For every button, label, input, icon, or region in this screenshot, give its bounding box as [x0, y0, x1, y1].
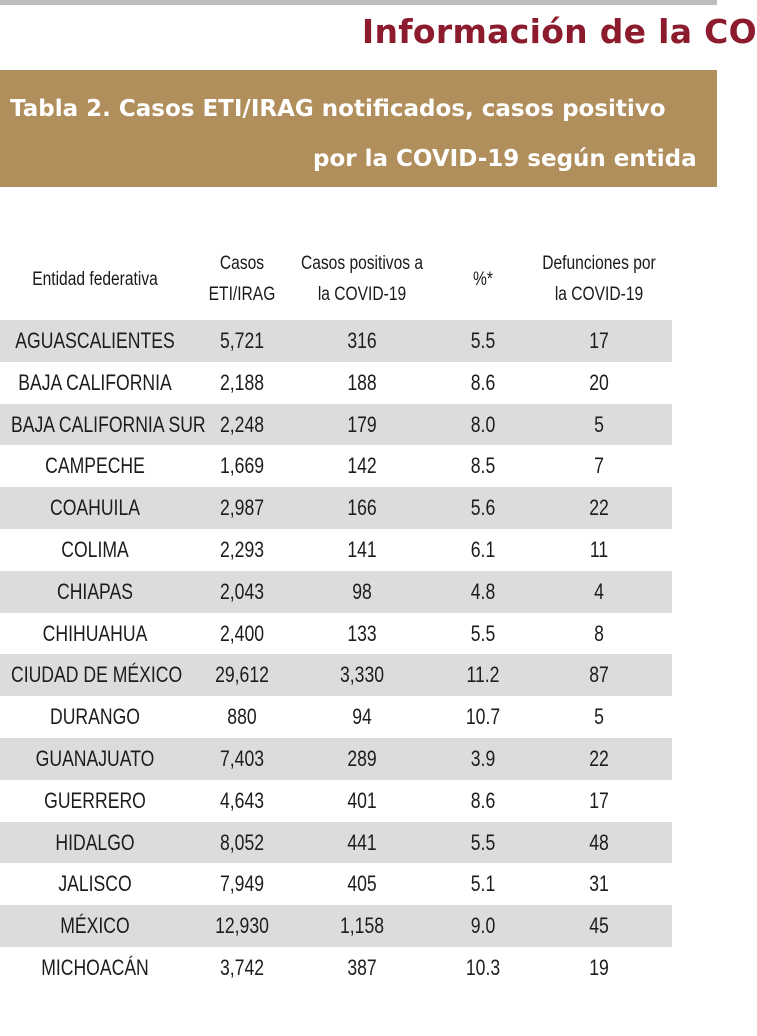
cell-percent: 3.9 [470, 745, 496, 771]
caption-line-1: Tabla 2. Casos ETI/IRAG notificados, casos positivo [10, 96, 666, 122]
cell-positive: 166 [347, 495, 377, 521]
table-body [0, 320, 672, 989]
cell-percent: 6.1 [470, 536, 496, 562]
header-cases-line1: Casos [219, 253, 265, 274]
table-row [0, 445, 672, 487]
cell-entity: DURANGO [50, 704, 140, 730]
cell-cases: 3,742 [219, 954, 265, 980]
header-positive-line1: Casos positivos a [300, 253, 424, 274]
cell-percent: 10.7 [465, 704, 501, 730]
table-row [0, 487, 672, 529]
cell-positive: 405 [347, 871, 377, 897]
cell-entity: CHIAPAS [57, 578, 133, 604]
cell-cases: 8,052 [219, 829, 265, 855]
header-positive [298, 238, 426, 320]
cell-percent: 11.2 [466, 662, 500, 688]
table-row [0, 571, 672, 613]
cell-positive: 141 [347, 536, 377, 562]
cell-cases: 2,248 [219, 411, 265, 437]
cell-entity: MICHOACÁN [41, 954, 149, 980]
table-row [0, 822, 672, 864]
cell-entity: GUANAJUATO [35, 745, 155, 771]
table-row [0, 654, 672, 696]
cell-cases: 2,400 [219, 620, 265, 646]
cell-positive: 1,158 [339, 913, 385, 939]
top-rule [0, 0, 717, 5]
cell-percent: 8.6 [470, 787, 496, 813]
cell-deaths: 4 [594, 578, 604, 604]
cell-entity: COAHUILA [50, 495, 140, 521]
cell-percent: 5.5 [470, 829, 496, 855]
cell-deaths: 48 [589, 829, 609, 855]
table-row [0, 362, 672, 404]
cases-table [0, 238, 672, 989]
table-row [0, 905, 672, 947]
cell-cases: 2,043 [219, 578, 265, 604]
cell-cases: 4,643 [219, 787, 265, 813]
cell-entity: BAJA CALIFORNIA [18, 369, 172, 395]
cell-positive: 289 [347, 745, 377, 771]
cell-percent: 5.1 [470, 871, 496, 897]
cell-deaths: 7 [594, 453, 604, 479]
header-deaths-line1: Defunciones por [542, 253, 656, 274]
cell-positive: 3,330 [339, 662, 385, 688]
table-row [0, 947, 672, 989]
table-header-row [0, 238, 672, 320]
cell-cases: 2,987 [219, 495, 265, 521]
cell-cases: 1,669 [219, 453, 265, 479]
cell-positive: 133 [347, 620, 377, 646]
cell-deaths: 22 [589, 745, 609, 771]
cell-positive: 441 [347, 829, 377, 855]
cell-positive: 179 [347, 411, 377, 437]
cell-deaths: 8 [594, 620, 604, 646]
cell-deaths: 45 [589, 913, 609, 939]
cell-cases: 7,403 [219, 745, 265, 771]
header-positive-line2: la COVID-19 [317, 284, 407, 305]
cell-positive: 94 [352, 704, 372, 730]
cell-positive: 142 [347, 453, 377, 479]
cell-deaths: 19 [589, 954, 609, 980]
cell-deaths: 5 [594, 704, 604, 730]
header-cases [208, 238, 277, 320]
cell-cases: 2,293 [219, 536, 265, 562]
cell-cases: 2,188 [219, 369, 265, 395]
cell-cases: 5,721 [219, 328, 265, 353]
cell-percent: 10.3 [465, 954, 501, 980]
table-row [0, 696, 672, 738]
cell-percent: 8.6 [470, 369, 496, 395]
cell-percent: 8.5 [470, 453, 496, 479]
cell-entity: JALISCO [58, 871, 132, 897]
cell-positive: 188 [347, 369, 377, 395]
page-title: Información de la CO [361, 12, 757, 51]
header-cases-line2: ETI/IRAG [208, 284, 276, 305]
cell-percent: 9.0 [470, 913, 496, 939]
cell-percent: 4.8 [470, 578, 496, 604]
cell-positive: 401 [347, 787, 377, 813]
cell-percent: 8.0 [470, 411, 496, 437]
cell-positive: 316 [347, 328, 377, 353]
cell-entity: HIDALGO [55, 829, 135, 855]
cell-entity: BAJA CALIFORNIA SUR [11, 411, 206, 437]
cell-deaths: 22 [589, 495, 609, 521]
cell-deaths: 5 [594, 411, 604, 437]
cell-deaths: 31 [589, 871, 609, 897]
cell-entity: COLIMA [61, 536, 129, 562]
cell-positive: 98 [352, 578, 372, 604]
cell-percent: 5.6 [470, 495, 496, 521]
header-deaths [539, 238, 659, 320]
table-row [0, 529, 672, 571]
header-deaths-line2: la COVID-19 [554, 284, 644, 305]
table-row [0, 780, 672, 822]
cell-entity: CHIHUAHUA [42, 620, 148, 646]
cell-cases: 7,949 [219, 871, 265, 897]
cell-cases: 29,612 [215, 662, 269, 688]
cell-entity: GUERRERO [44, 787, 146, 813]
cell-deaths: 20 [589, 369, 609, 395]
table-row [0, 404, 672, 446]
table-row [0, 738, 672, 780]
cell-entity: MÉXICO [60, 913, 130, 939]
table-row [0, 320, 672, 362]
table-row [0, 863, 672, 905]
cell-deaths: 17 [589, 328, 609, 353]
table-row [0, 613, 672, 655]
cell-entity: AGUASCALIENTES [15, 328, 175, 353]
cell-entity: CIUDAD DE MÉXICO [11, 662, 183, 688]
cell-deaths: 17 [589, 787, 609, 813]
cell-entity: CAMPECHE [45, 453, 145, 479]
cell-positive: 387 [347, 954, 377, 980]
cell-percent: 5.5 [470, 620, 496, 646]
cell-deaths: 11 [589, 536, 609, 562]
table-caption-band [0, 70, 717, 187]
cell-cases: 12,930 [215, 913, 269, 939]
header-percent: %* [473, 268, 493, 290]
caption-line-2: por la COVID-19 según entida [313, 146, 697, 172]
header-entity: Entidad federativa [32, 268, 158, 290]
cell-percent: 5.5 [470, 328, 496, 353]
cell-deaths: 87 [589, 662, 609, 688]
cell-cases: 880 [227, 704, 257, 730]
